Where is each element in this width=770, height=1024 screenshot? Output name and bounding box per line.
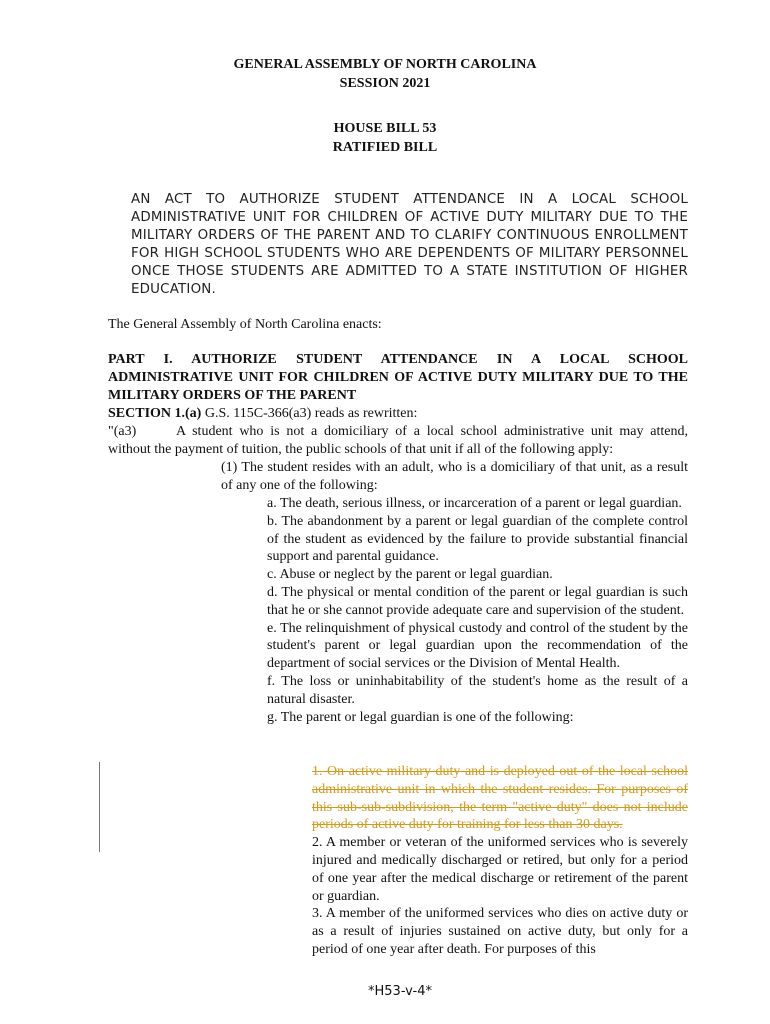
document-header <box>0 55 770 93</box>
list-item: e. The relinquishment of physical custody and control of the student by the student's parent or legal guardian upon the recommendation of the department of social services or the Division of Mental Health. <box>267 620 688 672</box>
subdivision-1: (1) The student resides with an adult, who is a domiciliary of that unit, as a result of any one of the following: <box>221 460 688 493</box>
bill-status: RATIFIED BILL <box>332 140 438 155</box>
list-item: c. Abuse or neglect by the parent or legal guardian. <box>267 567 553 583</box>
list-item: f. The loss or uninhabitability of the student's home as the result of a natural disaster. <box>267 673 688 707</box>
document-footer-code: *H53-v-4* <box>368 984 432 999</box>
act-title: AN ACT TO AUTHORIZE STUDENT ATTENDANCE IN A LOCAL SCHOOL ADMINISTRATIVE UNIT FOR CHILDREN OF ACTIVE DUTY MILITARY DUE TO THE MILITARY ORDERS OF THE PARENT AND TO CLARIFY CONTINUOUS ENROLLMENT FOR HIGH SCHOOL STUDENTS WHO ARE DEPENDENTS OF MILITARY PERSONNEL ONCE THOSE STUDENTS ARE ADMITTED TO A STATE INSTITUTION OF HIGHER EDUCATION. <box>131 192 688 297</box>
section-text: G.S. 115C-366(a3) reads as rewritten: <box>204 406 418 421</box>
list-item: a. The death, serious illness, or incarceration of a parent or legal guardian. <box>267 496 682 511</box>
subsection-tag: "(a3) <box>108 424 137 439</box>
sub-sub-subdivision-list <box>312 763 688 959</box>
session-label: SESSION 2021 <box>339 76 431 91</box>
list-item: 3. A member of the uniformed services who dies on active duty or as a result of injuries sustained on active duty, but only for a period of one year after death. For purposes of this <box>312 906 688 957</box>
enacting-clause: The General Assembly of North Carolina enacts: <box>108 317 382 332</box>
deleted-text: 1. On active military duty and is deployed out of the local school administrative unit in which the student resides. For purposes of this sub-sub-subdivision, the term "active duty" does not include periods of active duty for training for less than 30 days. <box>312 764 688 833</box>
bill-number: HOUSE BILL 53 <box>333 121 437 136</box>
revision-change-bar <box>99 762 100 852</box>
assembly-title: GENERAL ASSEMBLY OF NORTH CAROLINA <box>233 57 537 72</box>
list-item: b. The abandonment by a parent or legal guardian of the complete control of the student as evidenced by the failure to provide substantial financial support and parental guidance. <box>267 513 688 565</box>
sub-subdivision-list <box>267 495 688 726</box>
part-heading: PART I. AUTHORIZE STUDENT ATTENDANCE IN A LOCAL SCHOOL ADMINISTRATIVE UNIT FOR CHILDREN OF ACTIVE DUTY MILITARY DUE TO THE MILITARY ORDERS OF THE PARENT <box>108 352 688 403</box>
list-item: d. The physical or mental condition of the parent or legal guardian is such that he or she cannot provide adequate care and supervision of the student. <box>267 584 688 618</box>
section-intro <box>108 405 688 423</box>
subsection-text: A student who is not a domiciliary of a local school administrative unit may attend, without the payment of tuition, the public schools of that unit if all of the following apply: <box>108 424 688 457</box>
list-item: g. The parent or legal guardian is one of the following: <box>267 709 574 725</box>
section-label: SECTION 1.(a) <box>108 406 202 421</box>
list-item: 2. A member or veteran of the uniformed services who is severely injured and medically discharged or retired, but only for a period of one year after the medical discharge or retirement of the parent or guardian. <box>312 835 688 904</box>
subsection-a3 <box>108 423 688 459</box>
bill-header <box>0 119 770 157</box>
